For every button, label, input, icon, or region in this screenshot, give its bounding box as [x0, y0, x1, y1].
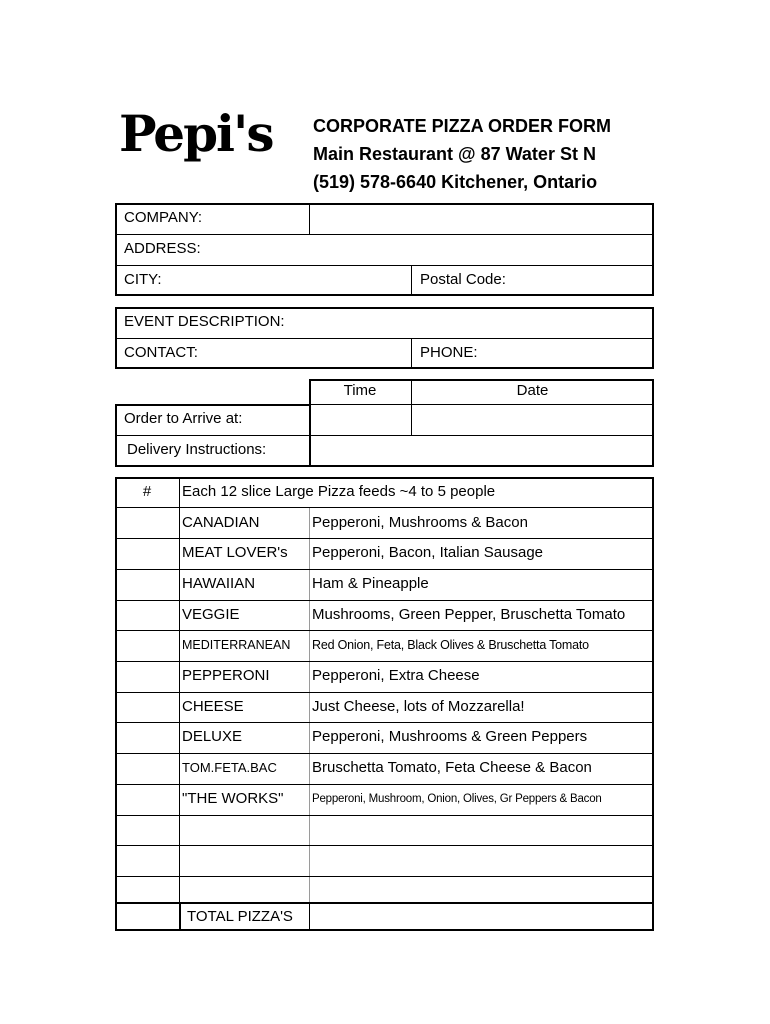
pepis-logo: Pepi's [119, 104, 273, 163]
city-label: CITY: [124, 271, 162, 288]
pizza-name: "THE WORKS" [182, 790, 284, 807]
pizza-name: TOM.FETA.BAC [182, 760, 277, 775]
event-description-label: EVENT DESCRIPTION: [124, 313, 285, 330]
form-title: CORPORATE PIZZA ORDER FORM [313, 116, 611, 136]
pizza-toppings: Pepperoni, Mushrooms & Bacon [312, 514, 528, 531]
pizza-info-header: Each 12 slice Large Pizza feeds ~4 to 5 people [182, 483, 496, 500]
pizza-name: CANADIAN [182, 514, 260, 531]
pizza-toppings: Pepperoni, Bacon, Italian Sausage [312, 544, 543, 561]
restaurant-address: Main Restaurant @ 87 Water St N [313, 144, 596, 164]
form-header [313, 112, 611, 196]
pizza-name: MEAT LOVER's [182, 544, 288, 561]
pizza-toppings: Just Cheese, lots of Mozzarella! [312, 698, 525, 715]
pizza-toppings: Pepperoni, Mushrooms & Green Peppers [312, 728, 588, 745]
pizza-name: DELUXE [182, 728, 243, 745]
pizza-name: HAWAIIAN [182, 575, 256, 592]
company-label: COMPANY: [124, 209, 203, 226]
pizza-toppings: Bruschetta Tomato, Feta Cheese & Bacon [312, 759, 592, 776]
contact-label: CONTACT: [124, 344, 198, 361]
pizza-toppings: Pepperoni, Extra Cheese [312, 667, 480, 684]
delivery-instructions-label: Delivery Instructions: [127, 441, 267, 458]
date-header: Date [516, 382, 549, 399]
pizza-toppings: Mushrooms, Green Pepper, Bruschetta Tomato [312, 606, 626, 623]
pizza-toppings: Pepperoni, Mushroom, Onion, Olives, Gr Peppers & Bacon [312, 793, 602, 805]
count-column-header: # [142, 483, 152, 500]
total-pizzas-label: TOTAL PIZZA'S [187, 908, 293, 925]
company-field[interactable] [311, 205, 651, 233]
pizza-name: CHEESE [182, 698, 244, 715]
pizza-toppings: Ham & Pineapple [312, 575, 429, 592]
pizza-name: PEPPERONI [182, 667, 270, 684]
pizza-name: VEGGIE [182, 606, 240, 623]
pizza-name: MEDITERRANEAN [182, 638, 291, 652]
address-label: ADDRESS: [124, 240, 201, 257]
pizza-toppings: Red Onion, Feta, Black Olives & Bruschetta Tomato [312, 638, 589, 652]
postal-code-label: Postal Code: [420, 271, 506, 288]
phone-label: PHONE: [420, 344, 478, 361]
order-arrive-label: Order to Arrive at: [124, 410, 243, 427]
restaurant-phone-city: (519) 578-6640 Kitchener, Ontario [313, 172, 598, 192]
time-header: Time [343, 382, 377, 399]
